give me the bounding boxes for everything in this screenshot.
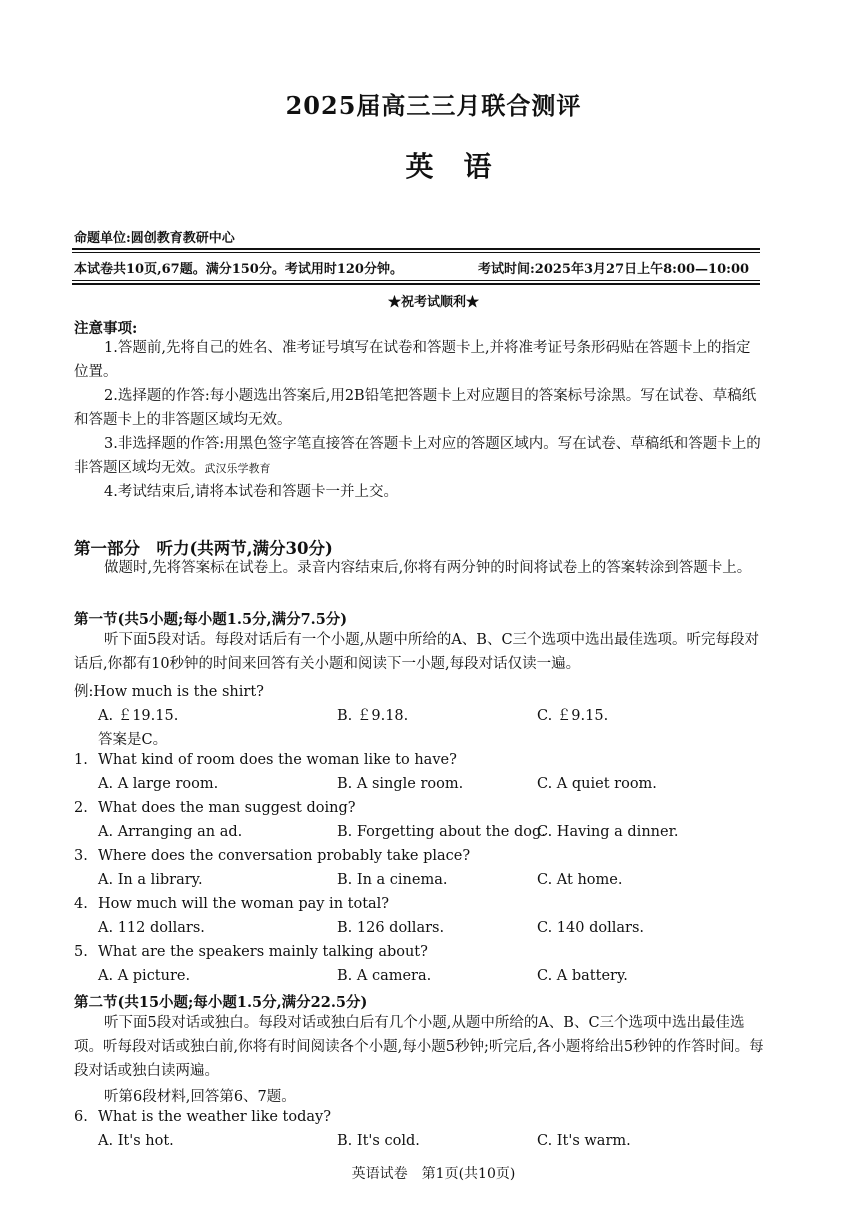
question-2 — [74, 800, 356, 816]
question-3 — [74, 848, 470, 864]
example-option-c: C. ￡9.15. — [537, 708, 609, 724]
question-number: 5. — [74, 944, 88, 960]
q4-option-a[interactable]: A. 112 dollars. — [98, 920, 205, 936]
q2-option-c[interactable]: C. Having a dinner. — [537, 824, 679, 840]
bottom-rule-thick — [72, 283, 760, 285]
bottom-rule-thin — [72, 280, 760, 281]
q5-option-b[interactable]: B. A camera. — [337, 968, 432, 984]
q3-option-c[interactable]: C. At home. — [537, 872, 623, 888]
question-number: 2. — [74, 800, 88, 816]
top-rule-thin — [72, 252, 760, 253]
question-number: 4. — [74, 896, 88, 912]
q2-option-b[interactable]: B. Forgetting about the dog. — [337, 824, 546, 840]
q5-option-c[interactable]: C. A battery. — [537, 968, 628, 984]
subject-title: 英语 — [405, 150, 522, 183]
part1-instruction: 做题时,先将答案标在试卷上。录音内容结束后,你将有两分钟的时间将试卷上的答案转涂到答题卡上。 — [104, 560, 752, 576]
question-4 — [74, 896, 389, 912]
question-1 — [74, 752, 457, 768]
q6-option-b[interactable]: B. It's cold. — [337, 1133, 420, 1149]
watermark-text: 武汉乐学教育 — [204, 462, 271, 475]
q3-option-a[interactable]: A. In a library. — [98, 872, 203, 888]
notice-item-3 — [74, 432, 764, 481]
top-rule-thick — [72, 248, 760, 250]
notice-item-3-text: 3.非选择题的作答:用黑色签字笔直接答在答题卡上对应的答题区域内。写在试卷、草稿纸和答题卡上的非答题区域均无效。 — [74, 436, 761, 476]
blessing: ★祝考试顺利★ — [387, 295, 479, 310]
question-5 — [74, 944, 428, 960]
q4-option-c[interactable]: C. 140 dollars. — [537, 920, 644, 936]
question-number: 3. — [74, 848, 88, 864]
notice-item-1: 1.答题前,先将自己的姓名、准考证号填写在试卷和答题卡上,并将准考证号条形码贴在答题卡上的指定位置。 — [74, 340, 751, 380]
question-text: What kind of room does the woman like to have? — [98, 752, 457, 768]
q5-option-a[interactable]: A. A picture. — [98, 968, 191, 984]
q6-option-c[interactable]: C. It's warm. — [537, 1133, 631, 1149]
section2-instruction: 听下面5段对话或独白。每段对话或独白后有几个小题,从题中所给的A、B、C三个选项中选出最佳选项。听每段对话或独白前,你将有时间阅读各个小题,每小题5秒钟;听完后,各小题将给出5秒钟的作答时间。每段对话或独白读两遍。 — [74, 1015, 764, 1079]
exam-time: 考试时间:2025年3月27日上午8:00—10:00 — [478, 262, 750, 277]
section1-heading: 第一节(共5小题;每小题1.5分,满分7.5分) — [74, 611, 348, 628]
section1-instruction: 听下面5段对话。每段对话后有一个小题,从题中所给的A、B、C三个选项中选出最佳选项。听完每段对话后,你都有10秒钟的时间来回答有关小题和阅读下一小题,每段对话仅读一遍。 — [74, 632, 760, 672]
question-text: What are the speakers mainly talking about? — [98, 944, 428, 960]
notice-heading: 注意事项: — [74, 320, 138, 337]
question-number: 1. — [74, 752, 88, 768]
q2-option-a[interactable]: A. Arranging an ad. — [98, 824, 243, 840]
q3-option-b[interactable]: B. In a cinema. — [337, 872, 448, 888]
q6-option-a[interactable]: A. It's hot. — [98, 1133, 174, 1149]
question-text: Where does the conversation probably take place? — [98, 848, 471, 864]
question-text: What does the man suggest doing? — [98, 800, 356, 816]
question-6 — [74, 1109, 331, 1125]
question-text: How much will the woman pay in total? — [98, 896, 390, 912]
q4-option-b[interactable]: B. 126 dollars. — [337, 920, 445, 936]
section2-heading: 第二节(共15小题;每小题1.5分,满分22.5分) — [74, 994, 368, 1011]
q1-option-b[interactable]: B. A single room. — [337, 776, 464, 792]
q1-option-a[interactable]: A. A large room. — [98, 776, 219, 792]
example-prompt: 例:How much is the shirt? — [74, 684, 264, 700]
author-unit: 命题单位:圆创教育教研中心 — [74, 231, 235, 246]
example-option-a: A. ￡19.15. — [98, 708, 179, 724]
exam-title: 2025届高三三月联合测评 — [285, 91, 582, 120]
question-text: What is the weather like today? — [98, 1109, 331, 1125]
notice-item-4: 4.考试结束后,请将本试卷和答题卡一并上交。 — [104, 484, 398, 500]
example-option-b: B. ￡9.18. — [337, 708, 409, 724]
part1-heading: 第一部分 听力(共两节,满分30分) — [74, 539, 333, 558]
notice-item-2: 2.选择题的作答:每小题选出答案后,用2B铅笔把答题卡上对应题目的答案标号涂黑。写在试卷、草稿纸和答题卡上的非答题区域均无效。 — [74, 388, 757, 428]
page-footer: 英语试卷 第1页(共10页) — [351, 1166, 516, 1182]
exam-info: 本试卷共10页,67题。满分150分。考试用时120分钟。 — [74, 262, 403, 277]
question-number: 6. — [74, 1109, 88, 1125]
q1-option-c[interactable]: C. A quiet room. — [537, 776, 657, 792]
section2-sub: 听第6段材料,回答第6、7题。 — [104, 1089, 296, 1105]
example-answer: 答案是C。 — [98, 732, 168, 748]
